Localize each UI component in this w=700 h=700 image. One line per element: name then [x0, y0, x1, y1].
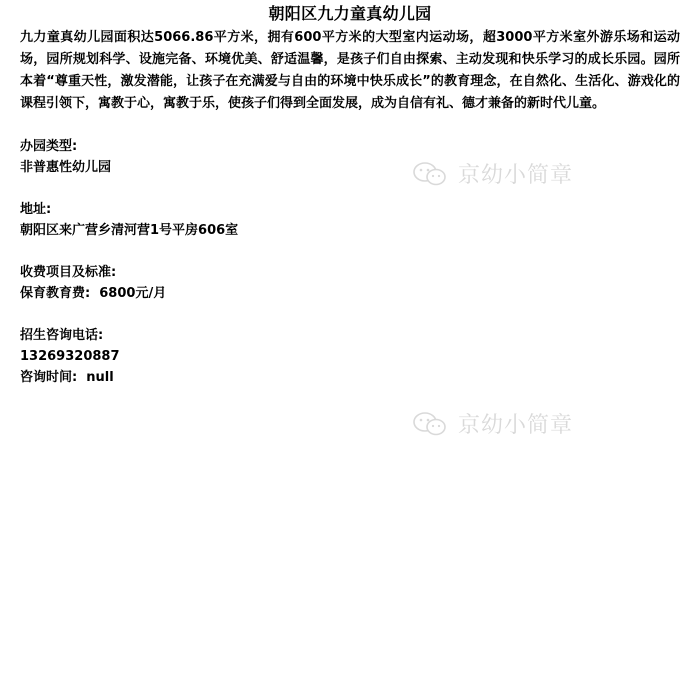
contact-phone: 13269320887 — [20, 349, 120, 364]
contact-hours-value: null — [86, 370, 114, 385]
intro-paragraph: 九力童真幼儿园面积达5066.86平方米，拥有600平方米的大型室内运动场，超3000平方米室外游乐场和运动场，园所规划科学、设施完备、环境优美、舒适温馨，是孩子们自由探索、主动发现和快乐学习的成长乐园。园所本着“尊重天性，激发潜能，让孩子在充满爱与自由的环境中快乐成长”的教育理念，在自然化、生活化、游戏化的课程引领下，寓教于心，寓教于乐，使孩子们得到全面发展，成为自信有礼、德才兼备的新时代儿童。 — [20, 30, 680, 111]
fee-item — [20, 283, 680, 304]
watermark-text: 京幼小简章 — [458, 413, 574, 438]
fee-item-label: 保育教育费: — [20, 286, 91, 301]
page-title: 朝阳区九力童真幼儿园 — [268, 4, 432, 23]
type-label: 办园类型: — [20, 139, 78, 154]
address-value: 朝阳区来广营乡清河营1号平房606室 — [20, 223, 239, 238]
section-address — [20, 199, 680, 241]
watermark-text: 京幼小简章 — [458, 163, 574, 188]
wechat-logo-icon — [412, 161, 448, 187]
fees-label: 收费项目及标准: — [20, 265, 117, 280]
type-value: 非普惠性幼儿园 — [20, 160, 112, 175]
wechat-logo-icon — [412, 411, 448, 437]
section-contact — [20, 325, 680, 388]
watermark — [412, 158, 573, 189]
section-type — [20, 136, 680, 178]
fee-item-value: 6800元/月 — [99, 286, 167, 301]
document-page — [20, 0, 680, 388]
contact-hours-label: 咨询时间: — [20, 370, 78, 385]
watermark — [412, 408, 573, 439]
contact-label: 招生咨询电话: — [20, 328, 104, 343]
contact-hours — [20, 367, 680, 388]
address-label: 地址: — [20, 202, 52, 217]
section-fees — [20, 262, 680, 304]
